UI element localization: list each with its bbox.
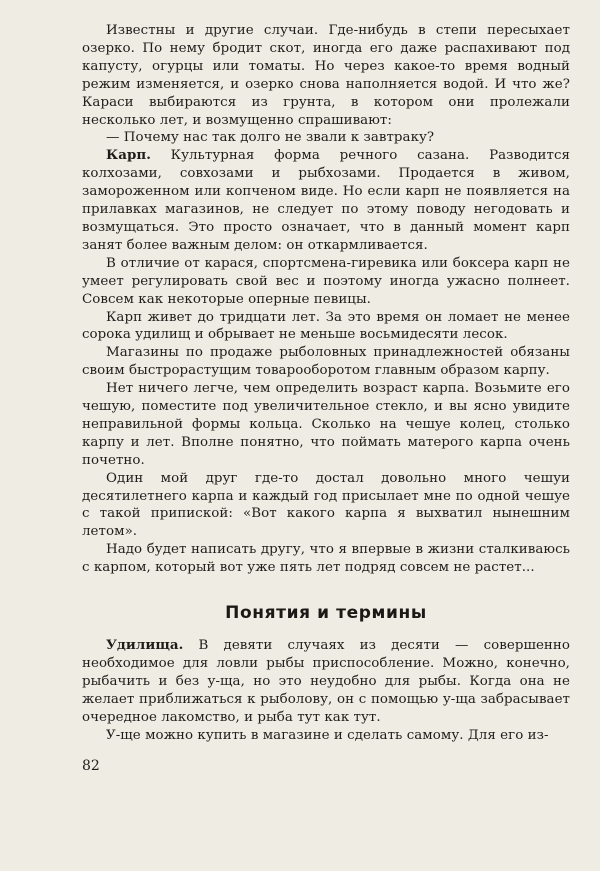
paragraph-text: Магазины по продаже рыболовных принадлежностей обязаны своим быстрорастущим товарооборотом главным образом карпу. — [82, 345, 570, 379]
paragraph-text: В отличие от карася, спортсмена-гиревика или боксера карп не умеет регулировать свой вес и поэтому иногда ужасно полнеет. Совсем как некоторые оперные певицы. — [82, 255, 570, 307]
paragraph-text: — Почему нас так долго не звали к завтраку? — [106, 130, 435, 146]
paragraph-rods-buy — [82, 727, 570, 745]
section-text — [82, 637, 570, 744]
paragraph-text: Карп живет до тридцати лет. За это время он ломает не менее сорока удилищ и обрывает не меньше восьмидесяти лесок. — [82, 309, 570, 343]
term-heading-rods: Удилища. — [106, 637, 184, 654]
paragraph-friend-scales — [82, 470, 570, 542]
paragraph-carp-weight — [82, 255, 570, 309]
main-text — [82, 22, 570, 577]
paragraph-carp-definition — [82, 147, 570, 254]
term-heading-carp: Карп. — [106, 147, 151, 164]
paragraph-carp-age — [82, 380, 570, 470]
paragraph-fishing-shops — [82, 344, 570, 380]
paragraph-text: Надо будет написать другу, что я впервые в жизни сталкиваюсь с карпом, который вот уже пять лет подряд совсем не растет... — [82, 542, 570, 576]
page-number: 82 — [82, 758, 100, 774]
paragraph-text: Нет ничего легче, чем определить возраст карпа. Возьмите его чешую, поместите под увеличительное стекло, и вы ясно увидите неправильной формы кольца. Сколько на чешуе колец, столько карпу и лет. Вполне понятно, что поймать матерого карпа очень почетно. — [82, 381, 570, 468]
paragraph-crucians — [82, 22, 570, 129]
paragraph-text: Один мой друг где-то достал довольно много чешуи десятилетнего карпа и каждый год присылает мне по одной чешуе с такой припиской: «Вот какого карпа я выхватил нынешним летом». — [82, 470, 570, 540]
paragraph-rods-definition — [82, 637, 570, 727]
paragraph-text: Известны и другие случаи. Где-нибудь в степи пересыхает озерко. По нему бродит скот, иногда его даже распахивают под капусту, огурцы или томаты. Но через какое-то время водный режим изменяется, и озерко снова наполняется водой. И что же? Караси выбираются из грунта, в котором они пролежали несколько лет, и возмущенно спрашивают: — [82, 23, 570, 128]
paragraph-dialog-line — [82, 129, 570, 147]
paragraph-text: В девяти случаях из десяти — совершенно необходимое для ловли рыбы приспособление. Можно, конечно, рыбачить и без у-ща, но это неудобно для рыбы. Когда она не желает приближаться к рыболову, он с помощью у-ща забрасывает очередное лакомство, и рыба тут как тут. — [82, 638, 570, 725]
paragraph-text: У-ще можно купить в магазине и сделать самому. Для его из- — [106, 727, 549, 743]
paragraph-text: Культурная форма речного сазана. Разводится колхозами, совхозами и рыбхозами. Продается в живом, замороженном или копченом виде. Но если карп не появляется на прилавках магазинов, не следует по этому поводу негодовать и возмущаться. Это просто означает, что в данный момент карп занят более важным делом: он откармливается. — [82, 148, 570, 253]
paragraph-carp-lifespan — [82, 309, 570, 345]
section-title: Понятия и термины — [225, 603, 427, 624]
paragraph-write-friend — [82, 541, 570, 577]
